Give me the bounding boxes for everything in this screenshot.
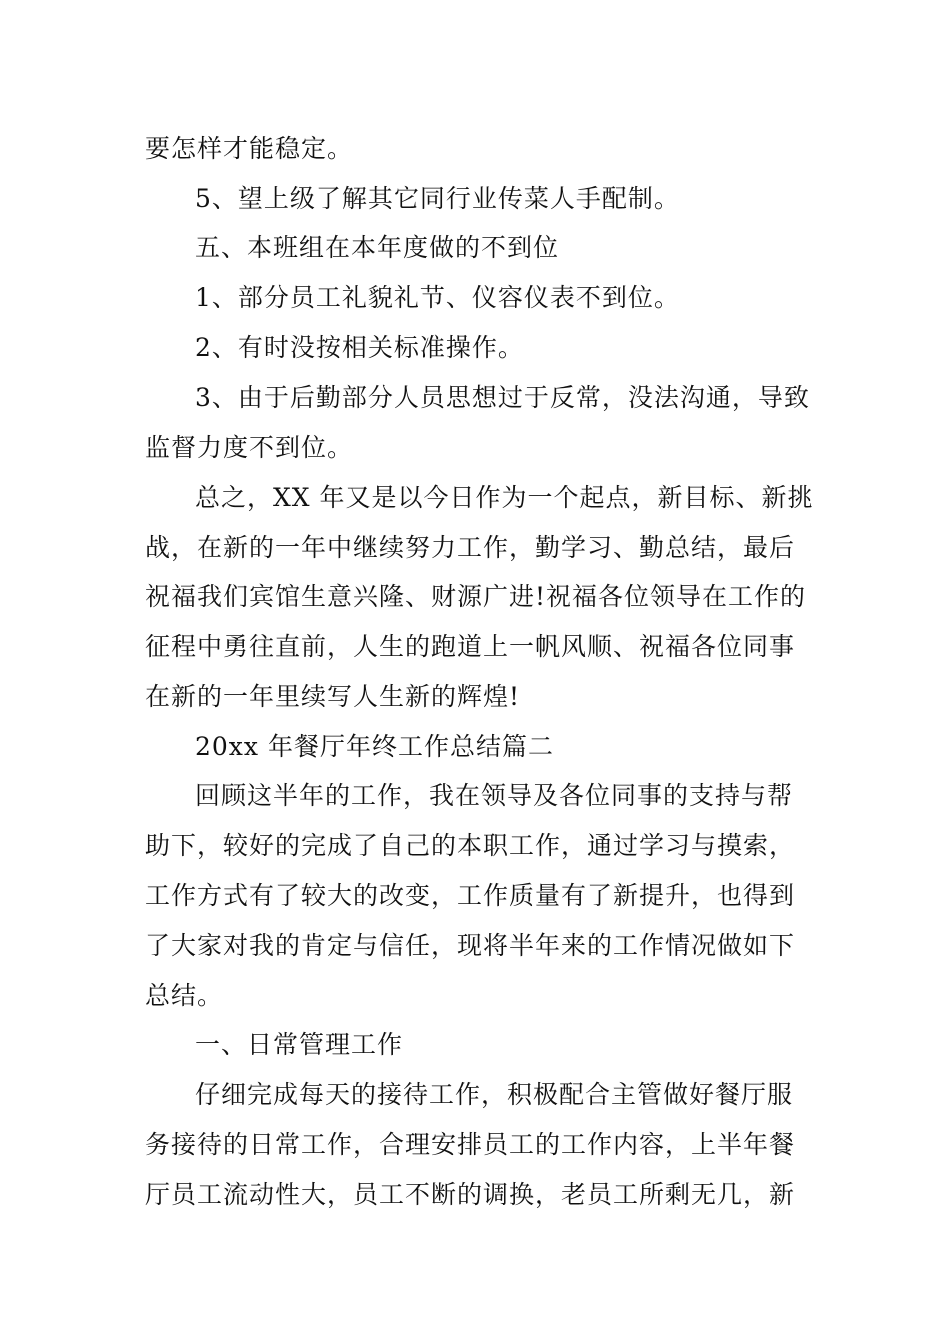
paragraph-line: 回顾这半年的工作，我在领导及各位同事的支持与帮 bbox=[195, 781, 794, 810]
section-heading: 五、本班组在本年度做的不到位 bbox=[195, 233, 560, 262]
text-line: 征程中勇往直前，人生的跑道上一帆风顺、祝福各位同事 bbox=[145, 632, 796, 661]
text-line: 战，在新的一年中继续努力工作，勤学习、勤总结，最后 bbox=[145, 533, 796, 562]
list-item: 5、望上级了解其它同行业传菜人手配制。 bbox=[195, 184, 680, 213]
text-line: 要怎样才能稳定。 bbox=[145, 134, 354, 163]
text-line: 祝福我们宾馆生意兴隆、财源广进!祝福各位领导在工作的 bbox=[145, 582, 807, 611]
paragraph-line: 仔细完成每天的接待工作，积极配合主管做好餐厅服 bbox=[195, 1080, 794, 1109]
text-line: 厅员工流动性大，员工不断的调换，老员工所剩无几，新 bbox=[145, 1180, 796, 1209]
section-heading: 一、日常管理工作 bbox=[195, 1030, 404, 1059]
list-item: 1、部分员工礼貌礼节、仪容仪表不到位。 bbox=[195, 283, 680, 312]
list-item: 3、由于后勤部分人员思想过于反常，没法沟通，导致 bbox=[195, 383, 810, 412]
list-item: 2、有时没按相关标准操作。 bbox=[195, 333, 524, 362]
text-line: 总结。 bbox=[145, 981, 224, 1010]
paragraph-line: 总之，XX 年又是以今日作为一个起点，新目标、新挑 bbox=[195, 483, 814, 512]
text-line: 在新的一年里续写人生新的辉煌! bbox=[145, 682, 521, 711]
text-line: 助下，较好的完成了自己的本职工作，通过学习与摸索， bbox=[145, 831, 796, 860]
text-line: 工作方式有了较大的改变，工作质量有了新提升，也得到 bbox=[145, 881, 796, 910]
text-line: 监督力度不到位。 bbox=[145, 433, 354, 462]
text-line: 了大家对我的肯定与信任，现将半年来的工作情况做如下 bbox=[145, 931, 796, 960]
article-title: 20xx 年餐厅年终工作总结篇二 bbox=[195, 732, 554, 761]
text-line: 务接待的日常工作，合理安排员工的工作内容，上半年餐 bbox=[145, 1130, 796, 1159]
